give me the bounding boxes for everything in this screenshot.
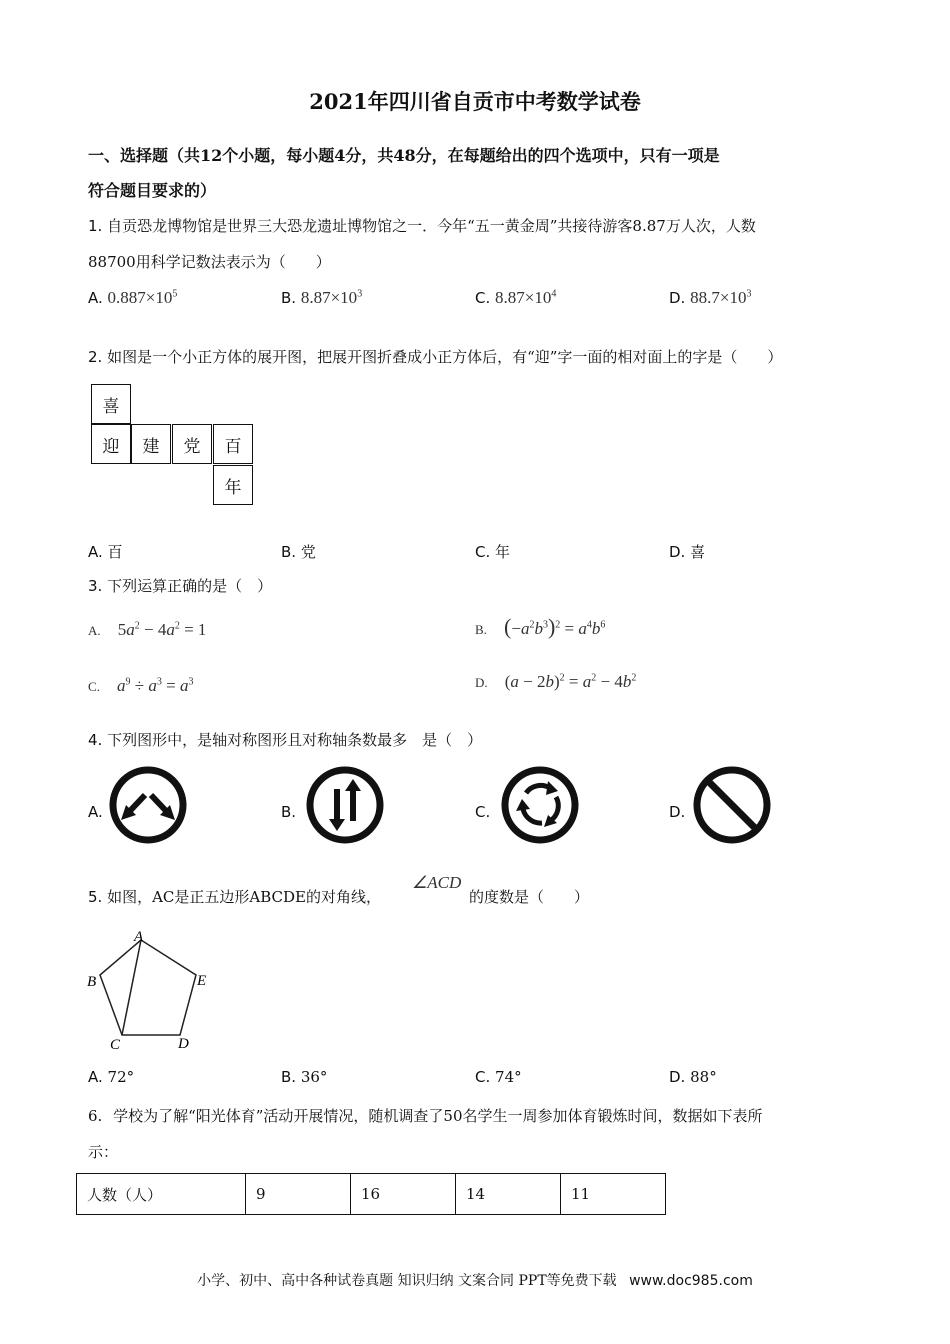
- angle-label: ∠ACD: [412, 873, 462, 892]
- section-heading-line2: 符合题目要求的）: [88, 181, 217, 200]
- option-label: B.: [281, 1068, 297, 1086]
- question-6-line2: 示：: [88, 1143, 119, 1161]
- question-1-line2: 88700用科学记数法表示为（ ）: [88, 253, 331, 271]
- q4-option-c: [475, 802, 490, 821]
- net-cell: 建: [131, 424, 171, 464]
- q1-option-c: [475, 288, 556, 308]
- option-label: B.: [281, 289, 297, 307]
- q5-option-a: [88, 1068, 134, 1086]
- q2-option-a: [88, 541, 123, 562]
- q2-option-b: [281, 541, 316, 562]
- q4-option-d: [669, 802, 685, 821]
- option-math: $88.7\times 10^3$: [690, 288, 752, 307]
- option-label: D.: [669, 543, 686, 561]
- question-text-a: 如图，AC是正五边形ABCDE的对角线，: [107, 888, 381, 906]
- option-text: 百: [107, 543, 123, 561]
- q2-option-d: [669, 541, 705, 562]
- option-label: B.: [281, 803, 297, 821]
- net-cell: 喜: [91, 384, 131, 424]
- table-cell: 16: [351, 1174, 456, 1215]
- option-label: D.: [475, 675, 488, 690]
- q4-option-a: [88, 802, 103, 821]
- option-text: 72°: [107, 1068, 135, 1086]
- option-label: D.: [669, 803, 686, 821]
- option-math: $8.87\times 10^3$: [300, 288, 363, 307]
- option-label: B.: [475, 622, 487, 637]
- question-number: 6.: [88, 1107, 103, 1125]
- question-text: 下列运算正确的是（ ）: [107, 577, 273, 595]
- option-label: D.: [669, 289, 686, 307]
- table-cell: 人数（人）: [77, 1174, 246, 1215]
- footer-link[interactable]: www.doc985.com: [629, 1273, 753, 1289]
- net-cell: 党: [172, 424, 212, 464]
- option-label: C.: [88, 679, 100, 694]
- q2-option-c: [475, 541, 510, 562]
- option-label: C.: [475, 543, 491, 561]
- net-cell: 百: [213, 424, 253, 464]
- vertex-label-d: D: [178, 1036, 189, 1052]
- option-math: $a^9 \div a^3 = a^3$: [117, 676, 194, 695]
- option-math: $5a^2 - 4a^2 = 1$: [117, 620, 207, 639]
- option-label: A.: [88, 623, 101, 638]
- question-number: 3.: [88, 577, 103, 595]
- q1-option-d: [669, 288, 751, 308]
- q3-option-b: [475, 614, 605, 640]
- data-table: [76, 1173, 666, 1215]
- question-text-b: 的度数是（ ）: [469, 888, 590, 906]
- question-6-line1: [88, 1106, 763, 1126]
- net-cell: 年: [213, 465, 253, 505]
- option-label: C.: [475, 1068, 491, 1086]
- question-4: [88, 730, 482, 750]
- page-footer: [0, 1270, 950, 1290]
- question-number: 5.: [88, 888, 103, 906]
- q3-option-a: [88, 620, 206, 640]
- option-label: C.: [475, 289, 491, 307]
- question-5: [88, 887, 381, 907]
- option-text: 74°: [495, 1068, 522, 1086]
- question-3: [88, 576, 272, 596]
- prohibition-sign-icon: [692, 765, 772, 845]
- option-label: A.: [88, 1068, 103, 1086]
- option-label: A.: [88, 543, 103, 561]
- option-text: 88°: [690, 1068, 717, 1086]
- section-heading-line1: 一、选择题（共12个小题，每小题4分，共48分，在每题给出的四个选项中，只有一项是: [88, 146, 720, 165]
- question-text: 自贡恐龙博物馆是世界三大恐龙遗址博物馆之一．今年“五一黄金周”共接待游客8.87万人次，人数: [107, 217, 756, 235]
- table-cell: 11: [561, 1174, 666, 1215]
- option-label: A.: [88, 803, 103, 821]
- table-row: [77, 1174, 666, 1215]
- vertex-label-e: E: [197, 973, 207, 989]
- option-text: 喜: [690, 543, 706, 561]
- pentagon-diagram: [82, 925, 217, 1055]
- vertex-label-a: A: [134, 929, 144, 945]
- option-math: $8.87\times 10^4$: [495, 288, 557, 307]
- footer-text: 小学、初中、高中各种试卷真题 知识归纳 文案合同 PPT等免费下载: [197, 1273, 617, 1289]
- q5-option-b: [281, 1068, 327, 1086]
- two-way-traffic-sign-icon: [305, 765, 385, 845]
- question-number: 1.: [88, 217, 103, 235]
- q3-option-c: [88, 676, 193, 696]
- option-text: 党: [300, 543, 316, 561]
- option-label: D.: [669, 1068, 686, 1086]
- diagonal-arrows-sign-icon: [108, 765, 188, 845]
- q5-option-d: [669, 1068, 717, 1086]
- page-title: 2021年四川省自贡市中考数学试卷: [309, 89, 641, 114]
- q5-option-c: [475, 1068, 522, 1086]
- option-math: $(a - 2b)^2 = a^2 - 4b^2$: [504, 672, 637, 691]
- option-math: $0.887\times 10^5$: [107, 288, 178, 307]
- question-2: [88, 347, 782, 367]
- option-text: 年: [495, 543, 511, 561]
- question-number: 4.: [88, 731, 103, 749]
- q3-option-d: [475, 672, 636, 692]
- table-cell: 9: [246, 1174, 351, 1215]
- roundabout-sign-icon: [500, 765, 580, 845]
- option-label: B.: [281, 543, 297, 561]
- option-text: 36°: [300, 1068, 328, 1086]
- q1-option-a: [88, 288, 177, 308]
- vertex-label-b: B: [87, 974, 97, 990]
- q1-option-b: [281, 288, 362, 308]
- question-text: 下列图形中，是轴对称图形且对称轴条数最多 是（ ）: [107, 731, 483, 749]
- option-label: C.: [475, 803, 491, 821]
- question-1-line1: [88, 216, 756, 236]
- option-math: $(-a^2b^3)^2 = a^4b^6$: [504, 614, 606, 639]
- net-cell: 迎: [91, 424, 131, 464]
- option-label: A.: [88, 289, 103, 307]
- vertex-label-c: C: [110, 1037, 121, 1053]
- question-number: 2.: [88, 348, 103, 366]
- q4-option-b: [281, 802, 296, 821]
- table-cell: 14: [456, 1174, 561, 1215]
- question-text: 如图是一个小正方体的展开图，把展开图折叠成小正方体后，有“迎”字一面的相对面上的字是（ ）: [107, 348, 783, 366]
- question-text: 学校为了解“阳光体育”活动开展情况，随机调查了50名学生一周参加体育锻炼时间，数据如下表所: [113, 1107, 763, 1125]
